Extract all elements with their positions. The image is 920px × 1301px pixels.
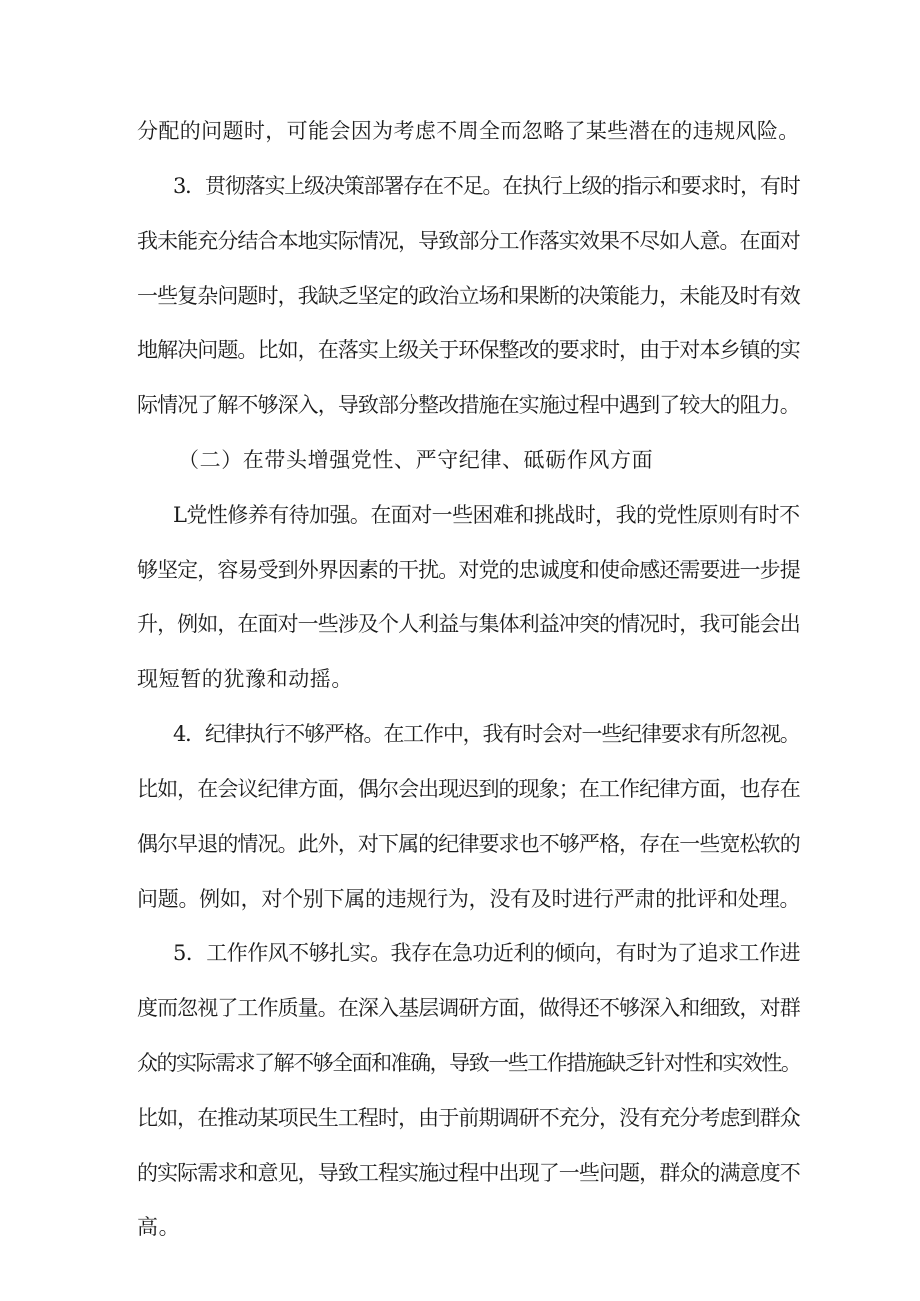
text-line: 众的实际需求了解不够全面和准确，导致一些工作措施缺乏针对性和实效性。 bbox=[137, 1051, 801, 1075]
text-line: 一些复杂问题时，我缺乏坚定的政治立场和果断的决策能力，未能及时有效 bbox=[137, 284, 800, 308]
text-line: 3．贯彻落实上级决策部署存在不足。在执行上级的指示和要求时，有时 bbox=[173, 174, 800, 198]
text-line: 偶尔早退的情况。此外，对下属的纪律要求也不够严格，存在一些宽松软的 bbox=[137, 832, 800, 856]
text-line: 高。 bbox=[137, 1215, 181, 1239]
text-line: 4．纪律执行不够严格。在工作中，我有时会对一些纪律要求有所忽视。 bbox=[173, 722, 800, 746]
text-line: 分配的问题时，可能会因为考虑不周全而忽略了某些潜在的违规风险。 bbox=[137, 119, 800, 143]
text-line: 问题。例如，对个别下属的违规行为，没有及时进行严肃的批评和处理。 bbox=[137, 887, 801, 911]
text-line: 的实际需求和意见，导致工程实施过程中出现了一些问题，群众的满意度不 bbox=[137, 1161, 800, 1185]
text-line: 际情况了解不够深入，导致部分整改措施在实施过程中遇到了较大的阻力。 bbox=[137, 393, 800, 417]
text-line: 比如，在会议纪律方面，偶尔会出现迟到的现象；在工作纪律方面，也存在 bbox=[137, 777, 800, 801]
section-heading: （二）在带头增强党性、严守纪律、砥砺作风方面 bbox=[178, 448, 654, 472]
text-line: 5．工作作风不够扎实。我存在急功近利的倾向，有时为了追求工作进 bbox=[173, 941, 800, 965]
text-line: 升，例如，在面对一些涉及个人利益与集体利益冲突的情况时，我可能会出 bbox=[137, 612, 800, 636]
text-line: 度而忽视了工作质量。在深入基层调研方面，做得还不够深入和细致，对群 bbox=[137, 996, 800, 1020]
text-line: 地解决问题。比如，在落实上级关于环保整改的要求时，由于对本乡镇的实 bbox=[137, 338, 800, 362]
text-line: L党性修养有待加强。在面对一些困难和挑战时，我的党性原则有时不 bbox=[173, 503, 800, 527]
text-line: 比如，在推动某项民生工程时，由于前期调研不充分，没有充分考虑到群众 bbox=[137, 1106, 800, 1130]
text-line: 够坚定，容易受到外界因素的干扰。对党的忠诚度和使命感还需要进一步提 bbox=[137, 558, 800, 582]
text-line: 现短暂的犹豫和动摇。 bbox=[137, 667, 353, 691]
text-line: 我未能充分结合本地实际情况，导致部分工作落实效果不尽如人意。在面对 bbox=[137, 229, 800, 253]
